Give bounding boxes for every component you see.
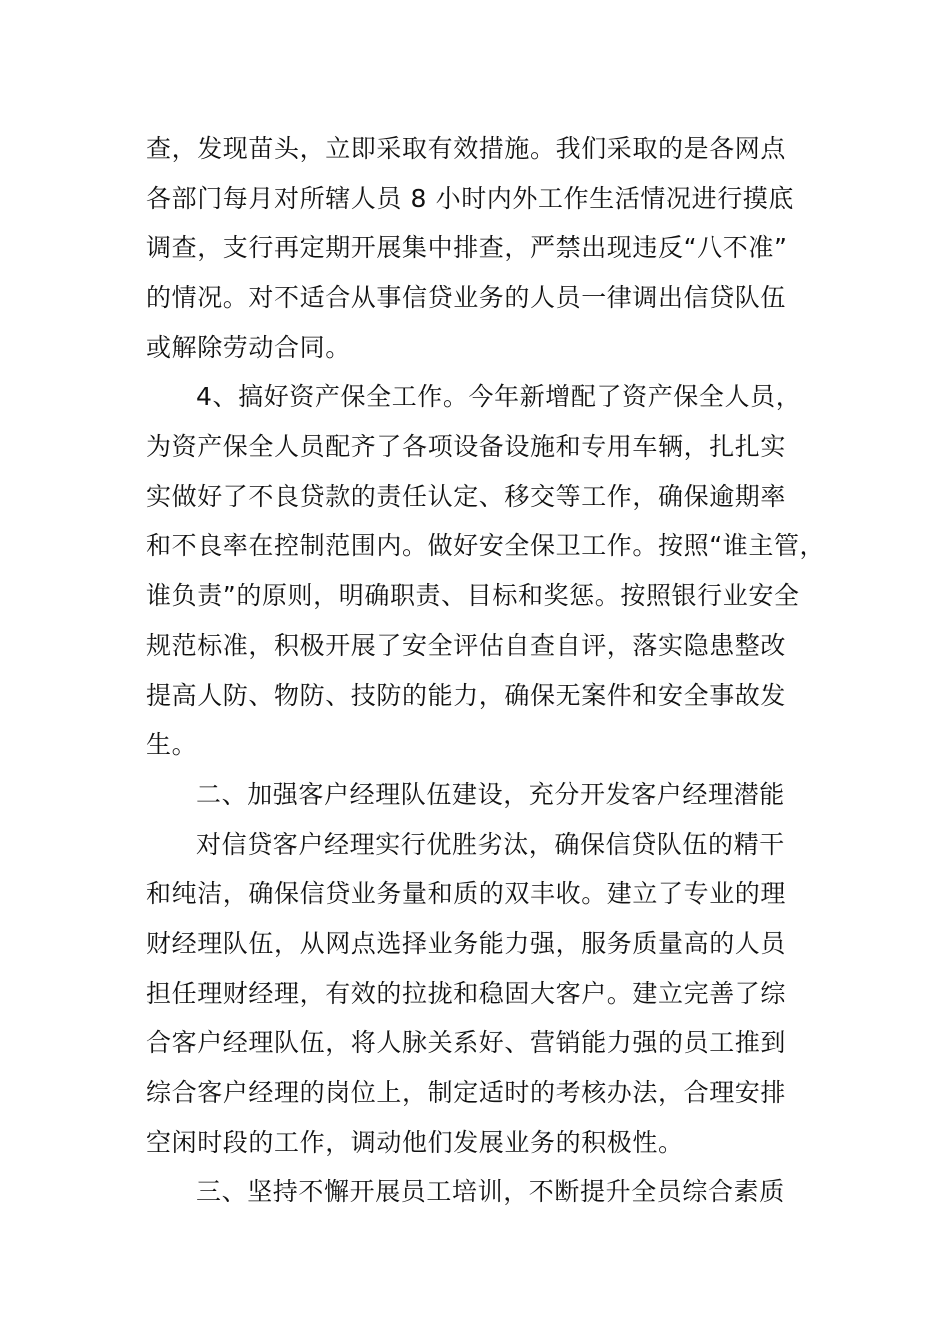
text-line: 对信贷客户经理实行优胜劣汰，确保信贷队伍的精干 (196, 830, 785, 859)
text-line: 实做好了不良贷款的责任认定、移交等工作，确保逾期率 (146, 482, 787, 511)
text-line: 提高人防、物防、技防的能力，确保无案件和安全事故发 (146, 681, 787, 710)
text-line: 担任理财经理，有效的拉拢和稳固大客户。建立完善了综 (146, 979, 787, 1008)
text-line: 调查，支行再定期开展集中排查，严禁出现违反“八不准” (146, 233, 788, 262)
text-line: 为资产保全人员配齐了各项设备设施和专用车辆，扎扎实 (146, 432, 787, 461)
text-line: 的情况。对不适合从事信贷业务的人员一律调出信贷队伍 (146, 283, 787, 312)
text-line: 空闲时段的工作，调动他们发展业务的积极性。 (146, 1128, 684, 1157)
text-line: 财经理队伍，从网点选择业务能力强，服务质量高的人员 (146, 929, 787, 958)
text-line: 和不良率在控制范围内。做好安全保卫工作。按照“谁主管， (146, 531, 826, 560)
text-line: 和纯洁，确保信贷业务量和质的双丰收。建立了专业的理 (146, 879, 787, 908)
text-line: 规范标准，积极开展了安全评估自查自评，落实隐患整改 (146, 631, 787, 660)
text-line: 或解除劳动合同。 (146, 333, 351, 362)
text-line: 合客户经理队伍，将人脉关系好、营销能力强的员工推到 (146, 1028, 787, 1057)
text-line: 各部门每月对所辖人员 8 小时内外工作生活情况进行摸底 (146, 184, 795, 213)
text-line: 生。 (146, 730, 198, 759)
section-heading-3: 三、坚持不懈开展员工培训，不断提升全员综合素质 (196, 1177, 785, 1206)
section-heading-2: 二、加强客户经理队伍建设，充分开发客户经理潜能 (196, 780, 785, 809)
text-line: 谁负责”的原则，明确职责、目标和奖惩。按照银行业安全 (146, 581, 800, 610)
paragraph-heading-4: 4、搞好资产保全工作。今年新增配了资产保全人员， (196, 382, 802, 411)
text-line: 综合客户经理的岗位上，制定适时的考核办法，合理安排 (146, 1078, 787, 1107)
text-line: 查，发现苗头，立即采取有效措施。我们采取的是各网点 (146, 134, 787, 163)
